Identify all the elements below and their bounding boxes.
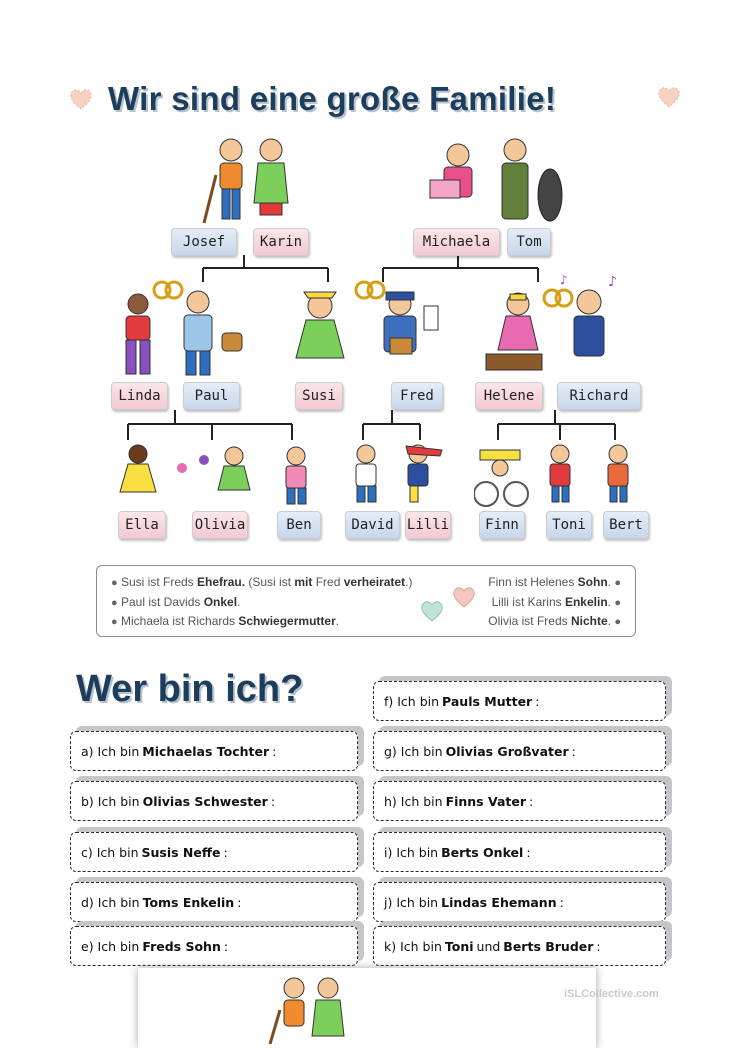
question-a: a) Ich bin Michaelas Tochter :	[70, 731, 358, 771]
example-line: ● Paul ist Davids Onkel.	[111, 595, 241, 609]
example-line: Finn ist Helenes Sohn. ●	[488, 575, 621, 589]
question-e: e) Ich bin Freds Sohn :	[70, 926, 358, 966]
grandparents-right-figure	[420, 135, 570, 225]
heart-icon	[419, 598, 445, 624]
name-karin: Karin	[253, 228, 309, 256]
name-richard: Richard	[557, 382, 641, 410]
name-tom: Tom	[507, 228, 551, 256]
children-right-figure	[474, 442, 644, 508]
children-middle-figure	[346, 442, 456, 508]
grandparents-figure	[196, 135, 306, 225]
name-susi: Susi	[295, 382, 343, 410]
watermark: iSLCollective.com	[564, 988, 659, 1000]
question-h: h) Ich bin Finns Vater :	[373, 781, 666, 821]
name-ella: Ella	[118, 511, 166, 539]
name-lilli: Lilli	[405, 511, 451, 539]
svg-text:♪: ♪	[560, 273, 568, 287]
bullet-icon: ●	[111, 577, 118, 589]
section-heading: Wer bin ich?	[76, 668, 304, 710]
susi-fred-figure	[290, 288, 450, 378]
helene-richard-figure	[484, 270, 634, 378]
name-michaela: Michaela	[413, 228, 500, 256]
example-line: ● Susi ist Freds Ehefrau. (Susi ist mit Fred verheiratet.)	[111, 575, 413, 589]
example-line: Olivia ist Freds Nichte. ●	[488, 614, 621, 628]
example-line: Lilli ist Karins Enkelin. ●	[491, 595, 621, 609]
children-left-figure	[116, 442, 316, 508]
linda-paul-figure	[110, 288, 250, 378]
question-c: c) Ich bin Susis Neffe :	[70, 832, 358, 872]
page-title: Wir sind eine große Familie!	[108, 80, 557, 117]
question-d: d) Ich bin Toms Enkelin :	[70, 882, 358, 922]
name-bert: Bert	[603, 511, 649, 539]
name-linda: Linda	[111, 382, 168, 410]
name-toni: Toni	[546, 511, 592, 539]
examples-box	[96, 565, 636, 637]
next-page-preview	[138, 968, 596, 1048]
example-line: ● Michaela ist Richards Schwiegermutter.	[111, 614, 340, 628]
name-olivia: Olivia	[192, 511, 248, 539]
question-k: k) Ich bin Toni und Berts Bruder :	[373, 926, 666, 966]
name-paul: Paul	[183, 382, 240, 410]
bullet-icon: ●	[614, 616, 621, 628]
bullet-icon: ●	[614, 597, 621, 609]
name-ben: Ben	[277, 511, 321, 539]
bullet-icon: ●	[111, 597, 118, 609]
question-b: b) Ich bin Olivias Schwester :	[70, 781, 358, 821]
svg-text:♪: ♪	[608, 274, 617, 290]
name-helene: Helene	[475, 382, 543, 410]
grandparents-thumbnail	[266, 974, 356, 1044]
bullet-icon: ●	[111, 616, 118, 628]
question-f: f) Ich bin Pauls Mutter :	[373, 681, 666, 721]
name-david: David	[345, 511, 400, 539]
question-g: g) Ich bin Olivias Großvater :	[373, 731, 666, 771]
question-i: i) Ich bin Berts Onkel :	[373, 832, 666, 872]
name-josef: Josef	[171, 228, 237, 256]
bullet-icon: ●	[614, 577, 621, 589]
heart-icon	[451, 584, 477, 610]
question-j: j) Ich bin Lindas Ehemann :	[373, 882, 666, 922]
name-finn: Finn	[479, 511, 525, 539]
name-fred: Fred	[391, 382, 443, 410]
